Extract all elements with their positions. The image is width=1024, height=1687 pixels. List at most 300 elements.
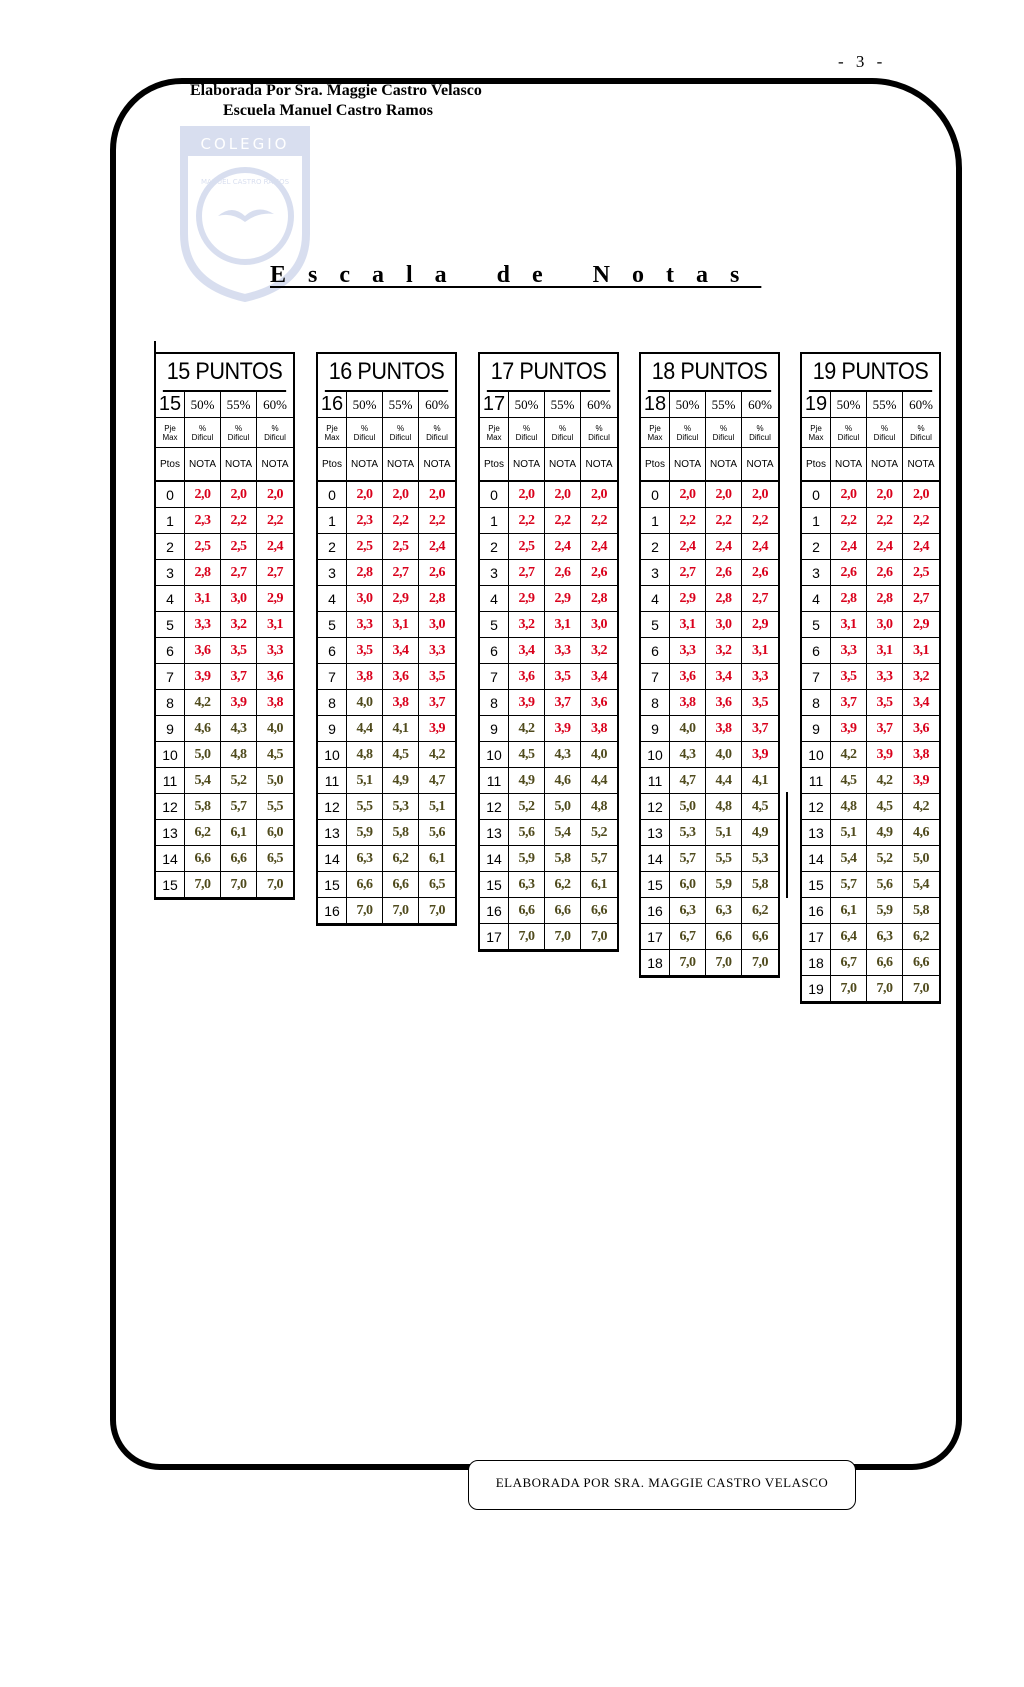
grade-cell: 6,3 [867,924,903,949]
cell-line: Dificul [551,432,574,442]
points-cell: 14 [480,846,509,871]
table-row [480,742,617,768]
table-row [156,794,293,820]
grade-cell: 3,7 [867,716,903,741]
points-cell: 12 [641,794,670,819]
grade-cell: 4,3 [545,742,581,767]
cell-line: % [917,423,925,433]
table-row [480,534,617,560]
grade-cell: 4,2 [185,690,221,715]
grade-cell: 3,8 [670,690,706,715]
label-row [156,448,293,482]
table-row [318,716,455,742]
page-number: - 3 - [838,52,887,71]
points-cell: 16 [641,898,670,923]
grade-cell: 5,2 [867,846,903,871]
grade-cell: 5,2 [509,794,545,819]
points-cell: 10 [318,742,347,767]
table-row [641,482,778,508]
percent-row [480,392,617,418]
cell-line: % [756,423,764,433]
points-cell: 10 [802,742,831,767]
grade-cell: 4,9 [752,824,768,840]
dificultad-label [581,418,617,447]
grade-cell: 7,0 [429,902,445,918]
cell-line: Pje [488,423,500,433]
points-cell: 2 [318,534,347,559]
table-row [318,586,455,612]
grade-cell: 2,2 [706,508,742,533]
points-cell: 8 [641,690,670,715]
grade-cell: 2,4 [752,538,768,554]
percent-label: 60% [587,396,611,412]
cell-line: Pje [164,423,176,433]
grade-cell: 2,9 [913,616,929,632]
grade-cell: 2,4 [429,538,445,554]
points-cell: 3 [480,560,509,585]
percent-label: 50% [509,392,545,417]
points-cell: 14 [802,846,831,871]
nota-label: NOTA [347,448,383,480]
table-row [156,560,293,586]
grade-table-title: 15 PUNTOS [163,354,286,392]
grade-cell: 5,6 [867,872,903,897]
grade-cell: 2,9 [509,586,545,611]
grade-cell: 3,1 [185,586,221,611]
percent-row [641,392,778,418]
percent-label: 55% [867,392,903,417]
grade-cell: 3,3 [267,642,283,658]
grade-cell: 7,0 [867,976,903,1001]
points-cell: 2 [641,534,670,559]
points-cell: 4 [802,586,831,611]
table-row [318,612,455,638]
label-row [802,448,939,482]
grade-cell: 2,0 [752,486,768,502]
pje-max-label [802,418,831,447]
grade-cell: 3,8 [267,694,283,710]
table-row [641,534,778,560]
grade-cell: 2,2 [267,512,283,528]
grade-cell: 3,2 [509,612,545,637]
grade-cell: 2,5 [221,534,257,559]
cell-line: Dificul [353,432,376,442]
grade-cell: 7,0 [221,872,257,897]
cell-line: % [719,423,728,433]
table-row [641,820,778,846]
pje-max-label [318,418,347,447]
grade-cell: 7,0 [509,924,545,949]
grade-cell: 6,6 [221,846,257,871]
grade-cell: 3,8 [591,720,607,736]
grade-cell: 2,0 [221,482,257,507]
points-cell: 7 [318,664,347,689]
grade-cell: 3,3 [867,664,903,689]
grade-cell: 6,6 [347,872,383,897]
points-cell: 13 [802,820,831,845]
grade-cell: 4,5 [831,768,867,793]
grade-cell: 3,3 [752,668,768,684]
cell-line: % [234,423,243,433]
table-row [480,898,617,924]
points-cell: 6 [480,638,509,663]
cell-line: % [880,423,889,433]
table-row [156,872,293,898]
grade-cell: 2,9 [670,586,706,611]
cell-line: Dificul [227,432,250,442]
author-line: Elaborada Por Sra. Maggie Castro Velasco [190,82,482,99]
grade-cell: 6,7 [670,924,706,949]
table-row [802,820,939,846]
grade-cell: 3,9 [867,742,903,767]
grade-cell: 5,8 [913,902,929,918]
points-cell: 15 [802,872,831,897]
grade-cell: 7,0 [706,950,742,975]
dificultad-label [347,418,383,447]
grade-cell: 7,0 [670,950,706,975]
cell-line: % [522,423,531,433]
points-cell: 11 [641,768,670,793]
grade-cell: 6,7 [831,950,867,975]
grade-cell: 2,6 [429,564,445,580]
points-cell: 2 [480,534,509,559]
ptos-label: Ptos [641,448,670,480]
grade-cell: 3,0 [867,612,903,637]
table-row [480,482,617,508]
grade-cell: 7,0 [267,876,283,892]
points-cell: 1 [802,508,831,533]
points-cell: 7 [641,664,670,689]
max-points: 19 [802,392,831,417]
table-row [802,716,939,742]
percent-row [156,392,293,418]
grade-table [478,352,619,952]
grade-cell: 4,8 [591,798,607,814]
nota-label: NOTA [907,458,935,470]
points-cell: 1 [641,508,670,533]
points-cell: 12 [480,794,509,819]
grade-cell: 3,0 [429,616,445,632]
grade-cell: 5,4 [913,876,929,892]
grade-cell: 4,6 [185,716,221,741]
grade-cell: 4,5 [752,798,768,814]
grade-cell: 3,3 [831,638,867,663]
cell-line: Max [647,432,663,442]
grade-cell: 2,5 [347,534,383,559]
dificultad-label [831,418,867,447]
grade-cell: 5,8 [545,846,581,871]
grade-cell: 3,0 [221,586,257,611]
grade-cell: 6,6 [545,898,581,923]
cell-line: Dificul [588,432,610,442]
grade-cell: 2,6 [591,564,607,580]
grade-cell: 6,3 [706,898,742,923]
grade-cell: 3,4 [509,638,545,663]
nota-label: NOTA [509,448,545,480]
cell-line: Dificul [873,432,896,442]
grade-cell: 4,8 [347,742,383,767]
grade-cell: 3,9 [752,746,768,762]
grade-cell: 3,9 [429,720,445,736]
table-row [802,664,939,690]
grade-cell: 6,6 [913,954,929,970]
grade-cell: 4,5 [509,742,545,767]
grade-cell: 3,1 [383,612,419,637]
table-row [480,586,617,612]
grade-cell: 4,3 [221,716,257,741]
grade-cell: 4,0 [267,720,283,736]
dificultad-row [480,418,617,448]
table-row [318,820,455,846]
grade-cell: 2,8 [591,590,607,606]
grade-cell: 3,2 [913,668,929,684]
dificultad-label [509,418,545,447]
table-row [802,638,939,664]
grade-cell: 5,1 [831,820,867,845]
dificultad-label [419,418,455,447]
cell-line: % [595,423,603,433]
grade-cell: 6,6 [752,928,768,944]
points-cell: 6 [156,638,185,663]
grade-cell: 6,3 [347,846,383,871]
table-row [480,846,617,872]
table-row [641,612,778,638]
table-row [802,794,939,820]
grade-cell: 2,2 [429,512,445,528]
grade-cell: 6,6 [867,950,903,975]
grade-cell: 2,5 [185,534,221,559]
points-cell: 13 [641,820,670,845]
grade-cell: 2,2 [383,508,419,533]
grade-cell: 5,4 [545,820,581,845]
label-row [641,448,778,482]
grade-cell: 3,6 [670,664,706,689]
grade-cell: 5,7 [221,794,257,819]
table-row [641,560,778,586]
max-points: 16 [318,392,347,417]
cell-line: Dificul [264,432,286,442]
grade-cell: 5,0 [670,794,706,819]
nota-label: NOTA [383,448,419,480]
grade-cell: 2,2 [867,508,903,533]
grade-cell: 6,6 [185,846,221,871]
grade-cell: 2,7 [752,590,768,606]
grade-cell: 3,6 [267,668,283,684]
table-row [802,846,939,872]
table-row [802,612,939,638]
grade-cell: 2,6 [545,560,581,585]
grade-cell: 5,4 [185,768,221,793]
table-row [318,898,455,924]
grade-table [316,352,457,926]
grade-cell: 5,3 [752,850,768,866]
points-cell: 11 [802,768,831,793]
points-cell: 2 [156,534,185,559]
grade-cell: 7,0 [347,898,383,923]
grade-cell: 2,7 [913,590,929,606]
grade-cell: 5,9 [867,898,903,923]
grade-cell: 3,4 [913,694,929,710]
dificultad-label [221,418,257,447]
grade-table-title: 19 PUNTOS [809,354,932,392]
points-cell: 16 [480,898,509,923]
cell-line: % [360,423,369,433]
grade-cell: 2,2 [591,512,607,528]
grade-cell: 4,8 [221,742,257,767]
grade-cell: 7,0 [545,924,581,949]
points-cell: 13 [318,820,347,845]
points-cell: 7 [480,664,509,689]
grade-cell: 3,4 [383,638,419,663]
grade-cell: 5,5 [706,846,742,871]
table-row [318,742,455,768]
grade-cell: 2,4 [267,538,283,554]
dificultad-row [318,418,455,448]
grade-cell: 2,2 [545,508,581,533]
table-row [156,768,293,794]
grade-cell: 2,0 [670,482,706,507]
grade-cell: 2,9 [545,586,581,611]
cell-line: % [198,423,207,433]
cell-line: Dificul [712,432,735,442]
grade-cell: 3,9 [509,690,545,715]
points-cell: 6 [641,638,670,663]
ptos-label: Ptos [318,448,347,480]
table-row [641,690,778,716]
grade-cell: 2,5 [509,534,545,559]
cell-line: Dificul [676,432,699,442]
points-cell: 8 [156,690,185,715]
grade-cell: 2,6 [706,560,742,585]
points-cell: 10 [156,742,185,767]
grade-cell: 2,7 [509,560,545,585]
table-row [318,664,455,690]
grade-cell: 3,0 [706,612,742,637]
pje-max-label [641,418,670,447]
table-row [641,664,778,690]
grade-cell: 2,0 [831,482,867,507]
table-row [480,560,617,586]
grade-cell: 4,9 [867,820,903,845]
nota-label: NOTA [670,448,706,480]
points-cell: 1 [318,508,347,533]
nota-label: NOTA [585,458,613,470]
grade-cell: 6,4 [831,924,867,949]
dificultad-row [156,418,293,448]
percent-label: 50% [670,392,706,417]
points-cell: 8 [802,690,831,715]
table-row [480,924,617,950]
grade-cell: 3,9 [221,690,257,715]
nota-label: NOTA [261,458,289,470]
label-row [318,448,455,482]
dificultad-label [903,418,939,447]
grade-cell: 3,9 [913,772,929,788]
ptos-label: Ptos [802,448,831,480]
grade-cell: 5,9 [706,872,742,897]
grade-cell: 2,2 [509,508,545,533]
nota-label: NOTA [867,448,903,480]
points-cell: 19 [802,976,831,1001]
table-row [641,586,778,612]
grade-cell: 4,4 [706,768,742,793]
table-row [318,872,455,898]
nota-label: NOTA [185,448,221,480]
cell-line: Dificul [389,432,412,442]
points-cell: 15 [156,872,185,897]
points-cell: 17 [802,924,831,949]
grade-cell: 4,0 [347,690,383,715]
grade-cell: 3,7 [831,690,867,715]
cell-line: Dificul [837,432,860,442]
grade-cell: 2,5 [383,534,419,559]
grade-cell: 2,3 [185,508,221,533]
grade-cell: 3,1 [913,642,929,658]
grade-cell: 3,5 [347,638,383,663]
nota-label: NOTA [746,458,774,470]
grade-cell: 4,4 [347,716,383,741]
grade-cell: 5,1 [429,798,445,814]
grade-cell: 3,6 [383,664,419,689]
logo-ring-text: MANUEL CASTRO RAMOS [200,178,290,186]
grade-cell: 3,6 [185,638,221,663]
grade-cell: 2,6 [867,560,903,585]
table-row [156,716,293,742]
cell-line: % [558,423,567,433]
grade-cell: 3,1 [670,612,706,637]
points-cell: 14 [641,846,670,871]
points-cell: 1 [156,508,185,533]
cell-line: Pje [326,423,338,433]
margin-mark-right [786,792,788,898]
points-cell: 14 [156,846,185,871]
grade-cell: 5,0 [267,772,283,788]
grade-cell: 3,2 [221,612,257,637]
grade-cell: 5,8 [752,876,768,892]
footer-author: ELABORADA POR SRA. MAGGIE CASTRO VELASCO [495,1475,829,1490]
grade-cell: 3,6 [509,664,545,689]
points-cell: 12 [156,794,185,819]
grade-cell: 2,8 [831,586,867,611]
cell-line: Dificul [191,432,214,442]
grade-cell: 3,9 [545,716,581,741]
table-row [318,560,455,586]
grade-cell: 4,0 [591,746,607,762]
grade-cell: 5,5 [267,798,283,814]
grade-cell: 3,6 [591,694,607,710]
cell-line: Max [162,432,178,442]
table-row [802,924,939,950]
grade-cell: 4,2 [867,768,903,793]
grade-cell: 5,5 [347,794,383,819]
grade-cell: 2,8 [706,586,742,611]
grade-table-title: 18 PUNTOS [648,354,771,392]
grade-cell: 3,8 [383,690,419,715]
grade-cell: 3,6 [913,720,929,736]
grade-cell: 4,1 [383,716,419,741]
grade-cell: 3,3 [429,642,445,658]
cell-line: Pje [810,423,822,433]
grade-cell: 3,2 [591,642,607,658]
nota-label: NOTA [706,448,742,480]
grade-cell: 4,4 [591,772,607,788]
table-row [156,508,293,534]
grade-cell: 4,9 [383,768,419,793]
table-row [480,794,617,820]
grade-table-title: 16 PUNTOS [325,354,448,392]
table-row [641,742,778,768]
percent-row [318,392,455,418]
